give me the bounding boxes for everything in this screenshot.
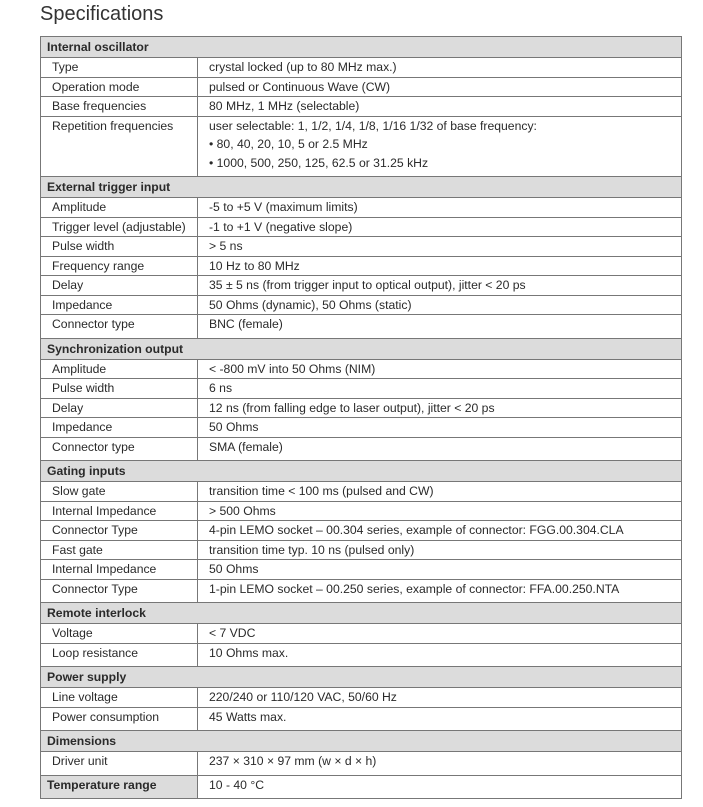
spec-value — [198, 579, 682, 603]
spec-label: Line voltage — [41, 688, 198, 708]
table-row — [41, 237, 682, 257]
spec-value — [198, 237, 682, 257]
table-row — [41, 521, 682, 541]
spec-value — [198, 97, 682, 117]
spec-label: Base frequencies — [41, 97, 198, 117]
spec-value-line: 220/240 or 110/120 VAC, 50/60 Hz — [209, 690, 397, 704]
table-row — [41, 437, 682, 461]
table-row — [41, 501, 682, 521]
spec-value-line: 237 × 310 × 97 mm (w × d × h) — [209, 754, 377, 768]
spec-value-line: BNC (female) — [209, 317, 283, 331]
spec-label: Pulse width — [41, 379, 198, 399]
spec-label: Connector type — [41, 315, 198, 339]
spec-label: Slow gate — [41, 482, 198, 502]
spec-label: Impedance — [41, 418, 198, 438]
spec-value — [198, 752, 682, 776]
spec-label: Loop resistance — [41, 643, 198, 667]
spec-value-line: SMA (female) — [209, 439, 283, 454]
spec-label: Amplitude — [41, 359, 198, 379]
section-heading: Power supply — [41, 667, 682, 688]
spec-value-line: pulsed or Continuous Wave (CW) — [209, 79, 391, 94]
spec-label: Power consumption — [41, 707, 198, 731]
table-row — [41, 256, 682, 276]
spec-value-line: transition time typ. 10 ns (pulsed only) — [209, 542, 415, 557]
spec-value — [198, 217, 682, 237]
spec-value-line: 80 MHz, 1 MHz (selectable) — [209, 99, 360, 113]
table-row — [41, 217, 682, 237]
spec-value-line: > 5 ns — [209, 239, 243, 253]
spec-value — [198, 624, 682, 644]
spec-value — [198, 482, 682, 502]
spec-label: Delay — [41, 276, 198, 296]
section-header — [41, 37, 682, 58]
spec-value-line: 45 Watts max. — [209, 709, 287, 724]
section-header — [41, 177, 682, 198]
section-header — [41, 461, 682, 482]
spec-value-line: 10 Hz to 80 MHz — [209, 258, 300, 273]
spec-label: Driver unit — [41, 752, 198, 776]
spec-label: Voltage — [41, 624, 198, 644]
spec-label: Operation mode — [41, 77, 198, 97]
section-header — [41, 603, 682, 624]
spec-value-line: crystal locked (up to 80 MHz max.) — [209, 60, 397, 74]
temperature-label: Temperature range — [41, 775, 198, 799]
spec-value — [198, 418, 682, 438]
temperature-row — [41, 775, 682, 799]
spec-label: Frequency range — [41, 256, 198, 276]
spec-value — [198, 521, 682, 541]
spec-value-line: user selectable: 1, 1/2, 1/4, 1/8, 1/16 1/32 of base frequency: — [209, 118, 537, 133]
table-row — [41, 418, 682, 438]
spec-value-line: 10 Ohms max. — [209, 645, 289, 660]
spec-label: Repetition frequencies — [41, 116, 198, 177]
spec-value-line: -5 to +5 V (maximum limits) — [209, 200, 358, 214]
spec-value — [198, 58, 682, 78]
table-row — [41, 688, 682, 708]
spec-label: Pulse width — [41, 237, 198, 257]
spec-value-line: 50 Ohms (dynamic), 50 Ohms (static) — [209, 297, 412, 312]
spec-label: Internal Impedance — [41, 560, 198, 580]
spec-label: Internal Impedance — [41, 501, 198, 521]
table-row — [41, 97, 682, 117]
table-row — [41, 579, 682, 603]
table-row — [41, 295, 682, 315]
spec-value-line: 35 ± 5 ns (from trigger input to optical output), jitter < 20 ps — [209, 278, 526, 292]
table-row — [41, 707, 682, 731]
spec-value — [198, 256, 682, 276]
spec-value-line: 50 Ohms — [209, 420, 259, 434]
table-row — [41, 398, 682, 418]
spec-value — [198, 315, 682, 339]
spec-value — [198, 398, 682, 418]
table-row — [41, 58, 682, 78]
table-row — [41, 482, 682, 502]
spec-value-line: transition time < 100 ms (pulsed and CW) — [209, 484, 434, 498]
table-row — [41, 276, 682, 296]
table-row — [41, 379, 682, 399]
spec-value — [198, 359, 682, 379]
spec-value-line: 50 Ohms — [209, 562, 259, 576]
spec-value — [198, 379, 682, 399]
spec-value-line: 4-pin LEMO socket – 00.304 series, example of connector: FGG.00.304.CLA — [209, 523, 624, 537]
table-row — [41, 116, 682, 177]
spec-value — [198, 276, 682, 296]
spec-value — [198, 643, 682, 667]
table-row — [41, 752, 682, 776]
spec-label: Connector type — [41, 437, 198, 461]
section-header — [41, 667, 682, 688]
table-row — [41, 560, 682, 580]
table-row — [41, 643, 682, 667]
section-heading: External trigger input — [41, 177, 682, 198]
section-heading: Internal oscillator — [41, 37, 682, 58]
spec-value-line: • 80, 40, 20, 10, 5 or 2.5 MHz — [209, 137, 368, 151]
spec-value — [198, 77, 682, 97]
spec-label: Impedance — [41, 295, 198, 315]
spec-value-line: 12 ns (from falling edge to laser output), jitter < 20 ps — [209, 400, 495, 415]
spec-value — [198, 540, 682, 560]
spec-value-line: -1 to +1 V (negative slope) — [209, 219, 353, 234]
spec-label: Connector Type — [41, 521, 198, 541]
table-row — [41, 540, 682, 560]
table-row — [41, 198, 682, 218]
spec-label: Type — [41, 58, 198, 78]
spec-value-line: < -800 mV into 50 Ohms (NIM) — [209, 361, 376, 376]
section-heading: Remote interlock — [41, 603, 682, 624]
spec-value-line: • 1000, 500, 250, 125, 62.5 or 31.25 kHz — [209, 155, 429, 170]
spec-value-line: > 500 Ohms — [209, 503, 276, 518]
spec-label: Amplitude — [41, 198, 198, 218]
section-heading: Synchronization output — [41, 338, 682, 359]
spec-label: Connector Type — [41, 579, 198, 603]
specifications-table — [40, 36, 682, 799]
table-row — [41, 77, 682, 97]
spec-value-line: 6 ns — [209, 381, 233, 395]
table-row — [41, 624, 682, 644]
spec-value — [198, 116, 682, 177]
spec-label: Trigger level (adjustable) — [41, 217, 198, 237]
spec-value — [198, 295, 682, 315]
spec-value — [198, 198, 682, 218]
spec-value — [198, 707, 682, 731]
section-header — [41, 338, 682, 359]
temperature-value: 10 - 40 °C — [198, 775, 682, 799]
section-heading: Dimensions — [41, 731, 682, 752]
section-heading: Gating inputs — [41, 461, 682, 482]
section-header — [41, 731, 682, 752]
table-row — [41, 359, 682, 379]
table-row — [41, 315, 682, 339]
spec-label: Fast gate — [41, 540, 198, 560]
page-title: Specifications — [40, 3, 164, 25]
spec-value — [198, 560, 682, 580]
spec-value-line: < 7 VDC — [209, 626, 256, 640]
spec-value-line: 1-pin LEMO socket – 00.250 series, example of connector: FFA.00.250.NTA — [209, 581, 620, 596]
spec-value — [198, 501, 682, 521]
spec-label: Delay — [41, 398, 198, 418]
spec-value — [198, 688, 682, 708]
spec-value — [198, 437, 682, 461]
